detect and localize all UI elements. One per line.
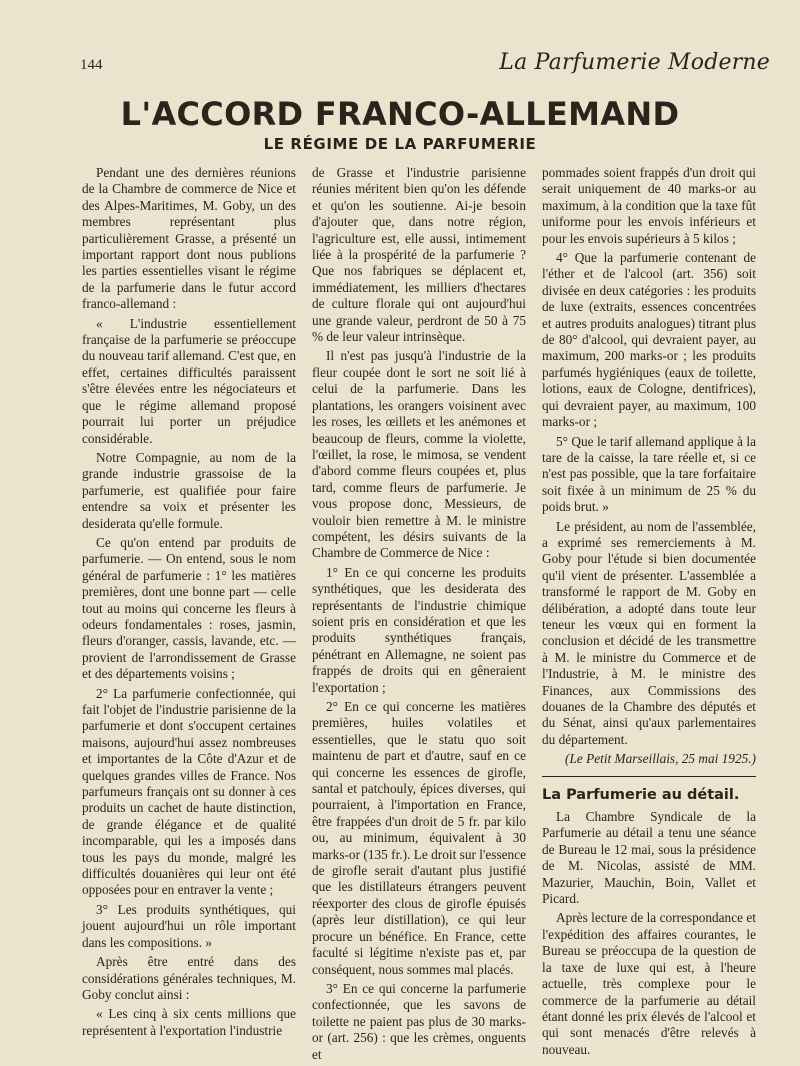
paragraph: 3° Les produits synthétiques, qui jouent aujourd'hui un rôle important dans les compositions. » [82, 901, 296, 950]
section-divider [542, 776, 756, 777]
paragraph: Ce qu'on entend par produits de parfumerie. — On entend, sous le nom général de parfumerie : 1° les matières premières, dont une bonne part — celle tout au moins qui concerne les fleurs à odeurs fondamentales : roses, jasmin, fleurs d'oranger, cassis, lavande, etc. — provient de l'arrondissement de Grasse et des départements voisins ; [82, 534, 296, 682]
article-subtitle: LE RÉGIME DE LA PARFUMERIE [263, 135, 537, 153]
paragraph: pommades soient frappés d'un droit qui serait uniquement de 40 marks-or au maximum, à la condition que la taxe fût uniforme pour les envois inférieurs et pour les envois supérieurs à 5 kilos ; [542, 165, 756, 246]
paragraph: 5° Que le tarif allemand applique à la tare de la caisse, la tare réelle et, si ce n'est pas possible, que la tare forfaitaire soit fixée à un minimum de 25 % du poids brut. » [542, 433, 756, 515]
text-column-2 [312, 165, 526, 1066]
page-number: 144 [80, 57, 103, 73]
paragraph: 1° En ce qui concerne les produits synthétiques, que les desiderata des représentants de l'industrie chimique soient pris en considération et que les produits synthétiques français, pénétrant en Allemagne, ne soient pas frappés de droits qui en gêneraient l'exportation ; [312, 564, 526, 695]
paragraph: Notre Compagnie, au nom de la grande industrie grassoise de la parfumerie, est qualifiée pour faire entendre sa voix et présenter les desiderata qu'elle formule. [82, 449, 296, 531]
paragraph: 3° En ce qui concerne la parfumerie confectionnée, que les savons de toilette ne paient pas plus de 30 marks-or (art. 256) : que les crèmes, onguents et [312, 980, 526, 1062]
paragraph: « L'industrie essentiellement française de la parfumerie se préoccupe du nouveau tarif allemand. C'est que, en effet, certaines difficultés paraissent s'être élevées entre les négociateurs et que le régime allemand proposé pourrait lui porter un préjudice considérable. [82, 315, 296, 446]
journal-title: La Parfumerie Moderne [499, 50, 770, 75]
paragraph: Après être entré dans des considérations générales techniques, M. Goby conclut ainsi : [82, 954, 296, 1002]
paragraph: Pendant une des dernières réunions de la Chambre de commerce de Nice et des Alpes-Maritimes, M. Goby, un des membres représentant plus particulièrement Grasse, a présenté un important rapport dont nous publions les parties essentielles visant le régime de la parfumerie dans le futur accord franco-allemand : [82, 165, 296, 312]
paragraph: Le président, au nom de l'assemblée, a exprimé ses remerciements à M. Goby pour l'étude si bien documentée qu'il vient de présenter. L'assemblée a transformé le rapport de M. Goby en délibération, a adopté dans toute leur teneur les vœux qui en forment la conclusion et décidé de les transmettre à M. le ministre du Commerce et de l'Industrie, à M. le ministre des Finances, aux Commissions des douanes de la Chambre des députés et du Sénat, ainsi qu'aux parlementaires du département. [542, 518, 756, 747]
paragraph: Après lecture de la correspondance et l'expédition des affaires courantes, le Bureau se préoccupa de la question de la taxe de luxe qui est, à l'heure actuelle, très complexe pour le commerce de la parfumerie au détail étant donné les prix élevés de l'alcool et qui sont menacés d'être relevés à nouveau. [542, 910, 756, 1057]
paragraph: 4° Que la parfumerie contenant de l'éther et de l'alcool (art. 356) soit divisée en deux catégories : les produits de luxe (extraits, essences concentrées et autres produits analogues) titrant plus de 80° d'alcool, qui devraient payer, au maximum, 200 marks-or ; les produits parfumés hygiéniques (eaux de toilette, lotions, eaux de Cologne, dentifrices), qui devraient payer, au maximum, 100 marks-or ; [542, 250, 756, 430]
article-source: (Le Petit Marseillais, 25 mai 1925.) [565, 751, 756, 767]
section-heading: La Parfumerie au détail. [542, 786, 740, 803]
paragraph: de Grasse et l'industrie parisienne réunies méritent bien qu'on les défende et qu'on les soutienne. Ai-je besoin d'ajouter que, dans notre région, l'agriculture est, elle aussi, intimement liée à la prospérité de la parfumerie ? Que nos fabriques se déplacent et, immédiatement, les milliers d'hectares de culture florale qui ont aujourd'hui une grande valeur, perdront de 50 à 75 % de leur valeur intrinsèque. [312, 165, 526, 345]
paragraph: « Les cinq à six cents millions que représentent à l'exportation l'industrie [82, 1006, 296, 1038]
paragraph: 2° La parfumerie confectionnée, qui fait l'objet de l'industrie parisienne de la parfumerie et dont s'occupent certaines maisons, aujourd'hui assez nombreuses et importantes de la Côte d'Azur et de quelques grandes villes de France. Nos parfumeurs français ont su donner à ces produits un cachet de haute distinction, de grande élégance et de qualité incomparable, qui les a imposés dans tous les pays du monde, malgré les difficultés douanières qui leur ont été opposées pour en entraver la vente ; [82, 685, 296, 898]
paragraph: Il n'est pas jusqu'à l'industrie de la fleur coupée dont le sort ne soit lié à celui de la parfumerie. Dans les plantations, les orangers voisinent avec les roses, les œillets et les anémones et beaucoup de fleurs, comme la violette, l'œillet, la rose, le mimosa, se vendent d'abord comme fleurs coupées et, plus tard, comme fleurs de parfumerie. Je vous propose donc, Messieurs, de vouloir bien remettre à M. le ministre compétent, les désirs suivants de la Chambre de Commerce de Nice : [312, 348, 526, 561]
paragraph: La Chambre Syndicale de la Parfumerie au détail a tenu une séance de Bureau le 12 mai, sous la présidence de M. Nicolas, assisté de MM. Mazurier, Mauchin, Boin, Vallet et Picard. [542, 809, 756, 907]
article-title: L'ACCORD FRANCO-ALLEMAND [120, 95, 680, 133]
text-column-1 [82, 165, 296, 1042]
text-column-3 [542, 165, 756, 1061]
paragraph: 2° En ce qui concerne les matières premières, huiles volatiles et essentielles, que le statu quo soit maintenu de part et d'autre, sauf en ce qui concerne les essences de girofle, santal et patchouly, épices diverses, qui pourraient, à l'importation en France, être frappées d'un droit de 5 fr. par kilo ou, au minimum, équivalent à 30 marks-or (135 fr.). Le droit sur l'essence de girofle serait d'autant plus justifié que les distillateurs étrangers peuvent réexporter des clous de girofle épuisés (après leur distillation), ce qui leur procure un bénéfice. En France, cette faculté si légitime n'existe pas et, par conséquent, nous sommes mal placés. [312, 699, 526, 977]
